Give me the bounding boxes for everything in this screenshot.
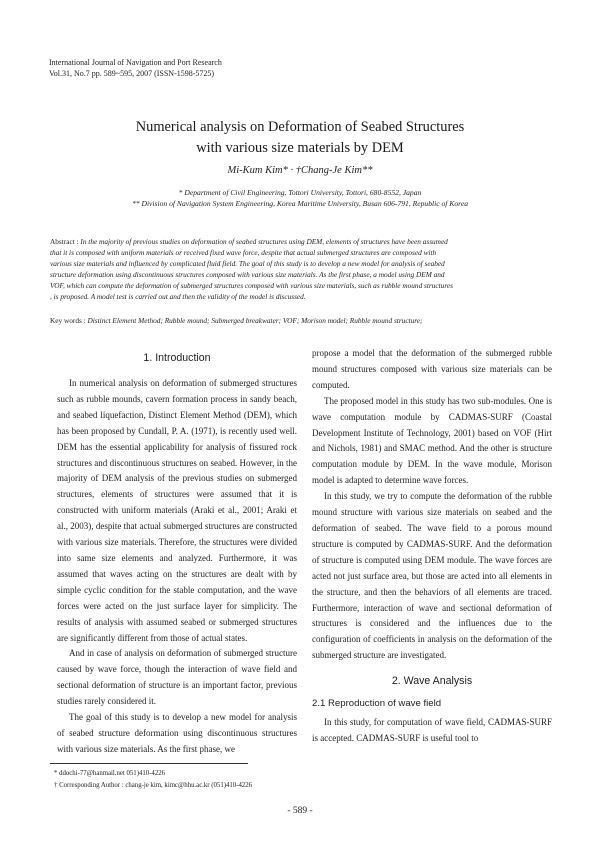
subsection-heading: 2.1 Reproduction of wave field	[312, 698, 442, 710]
journal-header	[49, 57, 222, 79]
right-column	[312, 346, 552, 747]
left-column	[57, 346, 297, 758]
journal-volume: Vol.31, No.7 pp. 589~595, 2007 (ISSN-1598-5725)	[49, 69, 215, 78]
section-heading-wave-analysis: 2. Wave Analysis	[391, 675, 473, 688]
paragraph-continuation: propose a model that the deformation of the submerged rubble mound structures composed with various size materials can be computed.	[312, 348, 552, 390]
abstract-line: VOF, which can compute the deformation of submerged structures composed with various size materials, such as rubble mound structures	[50, 281, 453, 291]
abstract-line: structure deformation using discontinuous structures composed with various size materials. As the first phase, a model using DEM and	[50, 270, 445, 280]
journal-name: International Journal of Navigation and Port Research	[49, 58, 222, 67]
paragraph: In this study, for computation of wave field, CADMAS-SURF is accepted. CADMAS-SURF is useful tool to	[312, 717, 552, 744]
footnote-1: * ddochi-77@hanmail.net 051)410-4226	[54, 770, 166, 777]
affiliations	[0, 187, 600, 209]
paragraph: In this study, we try to compute the deformation of the rubble mound structure with various size materials on seabed and the deformation of seabed. The wave field to a porous mound structure is computed by CADMAS-SURF. And the deformation of structure is computed using DEM module. The wave forces are acted not just surface area, but those are acted into all elements in the structure, and then the behaviors of all elements are traced. Furthermore, interaction of wave and sectional deformation of structures is considered and the influences due to the configuration of coefficients in analysis on the deformation of the submerged structure are investigated.	[312, 491, 552, 661]
abstract-label: Abstract :	[50, 237, 81, 246]
abstract-line	[50, 236, 551, 247]
section-heading-introduction: 1. Introduction	[143, 352, 211, 364]
keywords	[50, 316, 551, 325]
authors: Mi-Kum Kim* · †Chang-Je Kim**	[227, 165, 373, 176]
title-line-2: with various size materials by DEM	[196, 140, 404, 156]
keywords-label: Key words :	[50, 316, 88, 325]
paragraph: The goal of this study is to develop a new model for analysis of seabed structure deformation using discontinuous structures with various size materials. As the first phase, we	[57, 712, 297, 754]
keywords-text: Distinct Element Method; Rubble mound; Submerged breakwater; VOF; Morison model; Rubble mound structure;	[87, 316, 423, 325]
paragraph: And in case of analysis on deformation of submerged structure caused by wave force, though the interaction of wave field and sectional deformation of structure is an important factor, previous studies rarely considered it.	[57, 648, 297, 707]
footnote-2: † Corresponding Author : chang-je kim, kimc@hhu.ac.kr (051)410-4226	[54, 782, 253, 789]
paragraph: In numerical analysis on deformation of submerged structures such as rubble mounds, cavern formation process in sandy beach, and seabed liquefaction, Distinct Element Method (DEM), which has been proposed by Cundall, P. A. (1971), is recently used well. DEM has the essential applicability for analysis of fissured rock structures and discontinuous structures on seabed. However, in the majority of DEM analysis of the previous studies on submerged structures, elements of structures were assumed that it is constructed with uniform materials (Araki et al., 2001; Araki et al., 2003), despite that actual submerged structures are constructed with various size materials. Therefore, the structures were divided into same size elements and analyzed. Furthermore, it was assumed that waves acting on the structures are dealt with by simple cyclic condition for the stable computation, and the wave forces were acted on the just surface layer for simplicity. The results of analysis with assumed seabed or submerged structures are significantly different from those of actual states.	[57, 378, 297, 643]
abstract-line: various size materials and influenced by complicated fluid field. The goal of this study is to develop a new model for analysis of seabed	[50, 259, 445, 269]
abstract-line: , is proposed. A model test is carried out and then the validity of the model is discussed.	[50, 292, 306, 302]
page-number: - 589 -	[287, 806, 313, 816]
abstract-line: that it is composed with uniform materials or received fixed wave force, despite that actual submerged structures are composed with	[50, 248, 437, 258]
footnotes	[54, 768, 252, 792]
abstract-text: In the majority of previous studies on deformation of seabed structures using DEM, elements of structures have been assumed	[80, 237, 448, 246]
paragraph: The proposed model in this study has two sub-modules. One is wave computation module by CADMAS-SURF (Coastal Development Institute of Technology, 2001) based on VOF (Hirt and Nichols, 1981) and SMAC method. And the other is structure computation module by DEM. In the wave module, Morison model is adapted to determine wave forces.	[312, 395, 552, 486]
abstract	[50, 236, 551, 303]
affiliation-1: * Department of Civil Engineering, Tottori University, Tottori, 680-8552, Japan	[178, 188, 422, 197]
title-line-1: Numerical analysis on Deformation of Seabed Structures	[135, 119, 465, 135]
affiliation-2: ** Division of Navigation System Engineering, Korea Maritime University, Busan 606-791, Republic of Korea	[131, 199, 469, 208]
paper-title	[40, 117, 560, 159]
footnote-divider	[50, 763, 248, 764]
